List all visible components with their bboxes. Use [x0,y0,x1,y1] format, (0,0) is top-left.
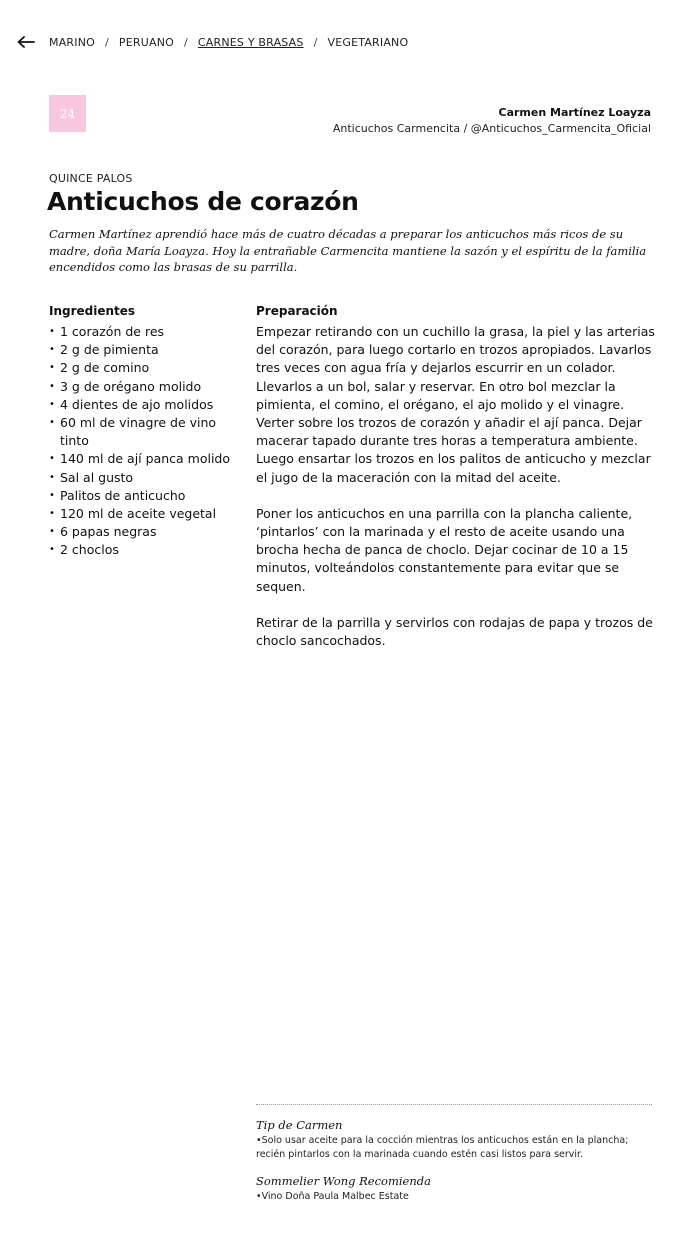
ingredient-item: • 2 g de pimienta [49,341,239,359]
ingredient-item: • 60 ml de vinagre de vino tinto [49,414,239,450]
ingredient-item: • Sal al gusto [49,469,239,487]
ingredients-list [49,323,239,560]
author-block [333,105,651,137]
recipe-intro: Carmen Martínez aprendió hace más de cuatro décadas a preparar los anticuchos más ricos de su madre, doña María Loayza. Hoy la entrañable Carmencita mantiene la sazón y el espíritu de la familia encendidos como las brasas de su parrilla. [49,227,647,274]
ingredient-item: • 4 dientes de ajo molidos [49,396,239,414]
ingredient-item: • 120 ml de aceite vegetal [49,505,239,523]
nav-separator: / [313,35,318,49]
tip-title: Tip de Carmen [256,1118,343,1132]
preparation-section [256,303,656,668]
ingredient-item: • 1 corazón de res [49,323,239,341]
sommelier-text: •Vino Doña Paula Malbec Estate [256,1191,409,1202]
nav-item-carnes-y-brasas[interactable]: CARNES Y BRASAS [197,35,304,49]
nav-item-marino[interactable]: MARINO [49,35,95,49]
ingredients-title: Ingredientes [49,304,136,318]
ingredient-item: • 140 ml de ají panca molido [49,450,239,468]
recipe-title: Anticuchos de corazón [47,187,359,216]
ingredient-item: • 6 papas negras [49,523,239,541]
sommelier-title: Sommelier Wong Recomienda [256,1174,431,1188]
ingredient-item: • Palitos de anticucho [49,487,239,505]
recipe-kicker: QUINCE PALOS [49,172,133,185]
ingredient-item: • 2 g de comino [49,359,239,377]
author-handle: Anticuchos Carmencita / @Anticuchos_Carmencita_Oficial [332,122,651,135]
recipe-footer [256,1104,652,1216]
ingredients-section [49,303,239,560]
nav-item-peruano[interactable]: PERUANO [118,35,174,49]
tip-text: •Solo usar aceite para la cocción mientras los anticuchos están en la plancha; recién pintarlos con la marinada cuando estén casi listos para servir. [256,1135,629,1160]
preparation-step: Poner los anticuchos en una parrilla con la plancha caliente, ‘pintarlos’ con la marinada y el resto de aceite usando una brocha hecha de panca de choclo. Dejar cocinar de 10 a 15 minutos, volteándolos constantemente para evitar que se sequen. [256,505,633,594]
arrow-left-icon[interactable] [16,32,36,52]
preparation-step: Empezar retirando con un cuchillo la grasa, la piel y las arterias del corazón, para luego cortarlo en trozos apropiados. Lavarlos tres veces con agua fría y dejarlos escurrir en un colador. Llevarlos a un bol, salar y reservar. En otro bol mezclar la pimienta, el comino, el orégano, el ajo molido y el vinagre. Verter sobre los trozos de corazón y añadir el ají panca. Dejar macerar tapado durante tres horas a temperatura ambiente. Luego ensartar los trozos en los palitos de anticucho y mezclar el jugo de la maceración con la mitad del aceite. [256,324,655,485]
ingredient-item: • 3 g de orégano molido [49,378,239,396]
preparation-step: Retirar de la parrilla y servirlos con rodajas de papa y trozos de choclo sancochados. [256,614,653,649]
author-name: Carmen Martínez Loayza [498,106,651,119]
ingredient-item: • 2 choclos [49,541,239,559]
page-number-badge: 24 [49,95,86,132]
nav-item-vegetariano[interactable]: VEGETARIANO [327,35,409,49]
nav-separator: / [105,35,109,49]
nav-separator: / [184,35,188,49]
preparation-title: Preparación [256,304,338,318]
category-nav [16,30,408,54]
